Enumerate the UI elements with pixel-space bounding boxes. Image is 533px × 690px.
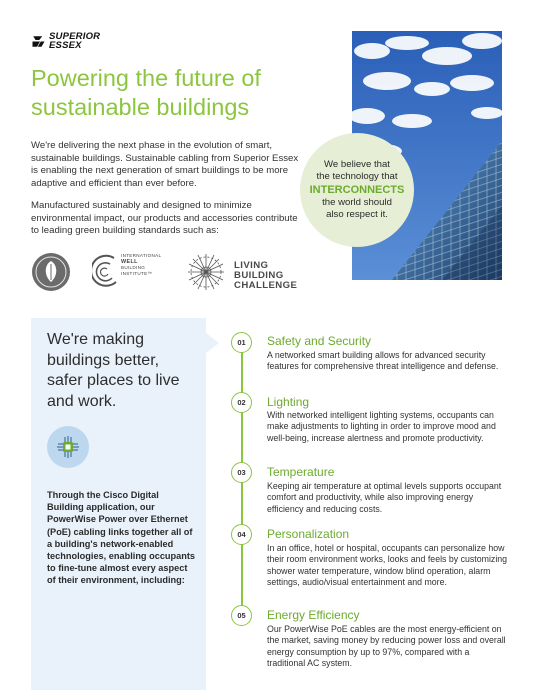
well-wordmark [121,253,161,276]
panel-body: Through the Cisco Digital Building application, our PowerWise Power over Ethernet (PoE) cabling links together all of a building's network-enabled technologies, enabling occupants to fine-tune almost every aspect of their environment, including: [47,490,196,586]
item-title-personalization: Personalization [267,527,350,541]
item-body-energy-efficiency: Our PowerWise PoE cables are the most energy-efficient on the market, saving money by reducing power loss and overall energy consumption by up to 97%, compared with a traditional AC system. [267,624,506,669]
quote-line-4: also respect it. [326,208,388,220]
item-body-lighting: With networked intelligent lighting systems, occupants can make adjustments to lighting in order to improve mood and well-being, increase alertness and promote productivity. [267,410,496,443]
well-line-1: INTERNATIONAL [121,253,162,258]
well-line-3: BUILDING [121,265,146,271]
quote-callout [300,133,414,247]
item-title-lighting: Lighting [267,395,310,409]
intro-paragraph-1: We're delivering the next phase in the evolution of smart, sustainable buildings. Sustainable cabling from Superior Essex is enabling the next generation of smart buildings to be more adaptive and efficient than ever before. [31,140,299,189]
intro-paragraph-2: Manufactured sustainably and designed to minimize environmental impact, our products and accessories contribute to leading green building standards such as: [31,200,298,237]
lbc-line-1: LIVING [234,260,269,271]
brand-line-1: SUPERIOR [49,31,101,42]
page-title [31,64,331,122]
item-body-temperature: Keeping air temperature at optimal levels supports occupant comfort and productivity, while also improving energy efficiency and reducing costs. [267,481,502,514]
item-number-badge: 03 [231,462,252,483]
item-title-temperature: Temperature [267,465,335,479]
superior-essex-mark-icon [31,34,46,49]
item-number-badge: 02 [231,392,252,413]
usgbc-leed-logo [31,252,71,292]
circuit-chip-icon [47,426,89,468]
well-building-institute-logo [92,252,172,292]
living-building-challenge-logo [184,252,304,292]
brand-line-2: ESSEX [49,40,82,51]
quote-highlight: INTERCONNECTS [309,183,405,196]
quote-line-3: the world should [322,196,392,208]
item-number-badge: 04 [231,524,252,545]
brand-logo [31,31,121,51]
well-line-2: WELL [121,258,138,265]
well-swirl-icon [92,252,120,292]
title-line-1: Powering the future of [31,65,261,91]
brand-wordmark [49,32,100,50]
item-number-badge: 01 [231,332,252,353]
quote-line-2: the technology that [316,171,398,183]
item-number-badge: 05 [231,605,252,626]
title-line-2: sustainable buildings [31,94,250,120]
lbc-line-3: CHALLENGE [234,280,298,291]
item-title-energy-efficiency: Energy Efficiency [267,608,360,622]
item-title-safety: Safety and Security [267,334,372,348]
panel-pointer [206,333,219,353]
quote-line-1: We believe that [324,158,390,170]
well-line-4: INSTITUTE™ [121,270,153,276]
item-body-safety: A networked smart building allows for advanced security features for comprehensive threat intelligence and defense. [267,350,499,372]
panel-title: We're making buildings better, safer places to live and work. [47,331,180,410]
leed-seal-icon [31,252,71,292]
lbc-flower-icon [184,252,228,292]
item-body-personalization: In an office, hotel or hospital, occupants can personalize how their room environment works, looks and feels by customizing shower water temperature, window blind operation, alarm settings, audio/visual entertainment and more. [267,543,508,588]
lbc-wordmark [234,261,297,291]
lbc-line-2: BUILDING [234,270,284,281]
